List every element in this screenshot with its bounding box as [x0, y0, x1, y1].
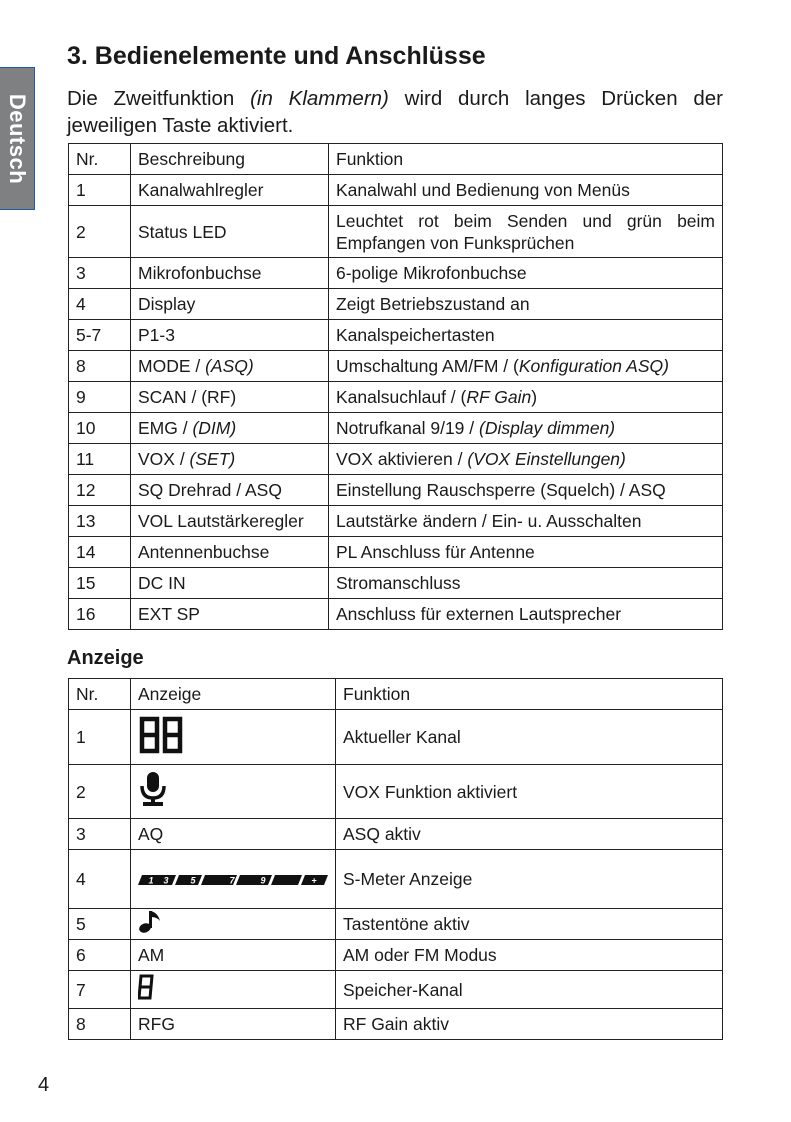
microphone-icon	[138, 771, 168, 812]
nr-cell: 11	[69, 444, 131, 475]
func-cell: Leuchtet rot beim Senden und grün beim Empfangen von Funksprüchen	[329, 206, 723, 258]
side-tab-label: Deutsch	[5, 93, 31, 184]
table-row	[69, 765, 723, 819]
s-meter-label: 7	[229, 875, 235, 886]
desc-cell: DC IN	[131, 568, 329, 599]
indicator-cell	[131, 909, 336, 940]
desc-secondary-text: (SET)	[189, 449, 236, 469]
table-row	[69, 258, 723, 289]
single-digit-segment-icon	[138, 974, 156, 1005]
func-secondary-text: (VOX Einstellungen)	[467, 449, 626, 469]
intro-text-after: wird durch langes Drücken der jeweiligen Taste aktiviert.	[67, 87, 723, 137]
display-heading: Anzeige	[67, 647, 144, 669]
func-cell: PL Anschluss für Antenne	[329, 537, 723, 568]
desc-text: VOX /	[138, 449, 190, 469]
nr-cell: 8	[69, 351, 131, 382]
header-cell: Funktion	[329, 144, 723, 175]
func-cell	[329, 382, 723, 413]
desc-cell: Mikrofonbuchse	[131, 258, 329, 289]
desc-cell	[131, 413, 329, 444]
func-cell	[329, 351, 723, 382]
table-header-row	[69, 144, 723, 175]
table-row	[69, 819, 723, 850]
nr-cell: 1	[69, 710, 131, 765]
table-row	[69, 289, 723, 320]
func-text: VOX aktivieren /	[336, 449, 468, 469]
nr-cell: 4	[69, 289, 131, 320]
section-title: 3. Bedienelemente und Anschlüsse	[67, 42, 486, 70]
func-secondary-text: (Display dimmen)	[479, 418, 616, 438]
nr-cell: 8	[69, 1009, 131, 1040]
desc-cell: SCAN / (RF)	[131, 382, 329, 413]
nr-cell: 14	[69, 537, 131, 568]
nr-cell: 5	[69, 909, 131, 940]
func-text-after: )	[531, 387, 538, 407]
music-note-icon	[138, 910, 164, 939]
nr-cell: 12	[69, 475, 131, 506]
nr-cell: 15	[69, 568, 131, 599]
table-row	[69, 599, 723, 630]
indicator-cell: AM	[131, 940, 336, 971]
desc-cell: Antennenbuchse	[131, 537, 329, 568]
intro-text-before: Die Zweitfunktion	[67, 87, 251, 110]
desc-cell: EXT SP	[131, 599, 329, 630]
func-cell: Einstellung Rauschsperre (Squelch) / ASQ	[329, 475, 723, 506]
desc-text: MODE /	[138, 356, 206, 376]
indicator-cell	[131, 710, 336, 765]
s-meter-label: 9	[260, 875, 266, 886]
func-cell: Speicher-Kanal	[336, 971, 723, 1009]
nr-cell: 3	[69, 819, 131, 850]
nr-cell: 3	[69, 258, 131, 289]
indicator-cell	[131, 971, 336, 1009]
table-row	[69, 506, 723, 537]
table-row	[69, 444, 723, 475]
table-row	[69, 710, 723, 765]
page-number: 4	[38, 1074, 50, 1096]
nr-cell: 4	[69, 850, 131, 909]
desc-cell: SQ Drehrad / ASQ	[131, 475, 329, 506]
table-row	[69, 206, 723, 258]
table-row	[69, 940, 723, 971]
func-secondary-text: RF Gain	[466, 387, 532, 407]
desc-cell: VOL Lautstärkeregler	[131, 506, 329, 537]
nr-cell: 1	[69, 175, 131, 206]
func-cell: VOX Funktion aktiviert	[336, 765, 723, 819]
header-cell: Beschreibung	[131, 144, 329, 175]
nr-cell: 7	[69, 971, 131, 1009]
desc-cell: Display	[131, 289, 329, 320]
table-row	[69, 537, 723, 568]
nr-cell: 10	[69, 413, 131, 444]
nr-cell: 13	[69, 506, 131, 537]
func-text: Notrufkanal 9/19 /	[336, 418, 479, 438]
desc-cell	[131, 351, 329, 382]
indicator-cell	[131, 850, 336, 909]
table-row	[69, 475, 723, 506]
func-cell	[329, 444, 723, 475]
func-cell: Zeigt Betriebszustand an	[329, 289, 723, 320]
desc-cell: Kanalwahlregler	[131, 175, 329, 206]
language-side-tab	[0, 67, 35, 210]
func-cell: Kanalwahl und Bedienung von Menüs	[329, 175, 723, 206]
s-meter-label: 3	[163, 875, 169, 886]
nr-cell: 5-7	[69, 320, 131, 351]
table-row	[69, 909, 723, 940]
intro-text-italic: (in Klammern)	[250, 87, 389, 110]
header-cell: Nr.	[69, 144, 131, 175]
nr-cell: 2	[69, 206, 131, 258]
s-meter-label: +	[311, 875, 317, 886]
func-text: Kanalsuchlauf / (	[336, 387, 467, 407]
nr-cell: 9	[69, 382, 131, 413]
table-row	[69, 1009, 723, 1040]
display-table	[68, 678, 723, 1040]
nr-cell: 6	[69, 940, 131, 971]
intro-paragraph	[67, 85, 723, 139]
func-cell: Tastentöne aktiv	[336, 909, 723, 940]
table-row	[69, 351, 723, 382]
table-row	[69, 568, 723, 599]
func-cell: S-Meter Anzeige	[336, 850, 723, 909]
func-cell: Aktueller Kanal	[336, 710, 723, 765]
desc-cell: Status LED	[131, 206, 329, 258]
func-cell: AM oder FM Modus	[336, 940, 723, 971]
desc-secondary-text: (DIM)	[192, 418, 237, 438]
func-cell: RF Gain aktiv	[336, 1009, 723, 1040]
table-row	[69, 382, 723, 413]
func-cell: ASQ aktiv	[336, 819, 723, 850]
func-text: Umschaltung AM/FM / (	[336, 356, 519, 376]
table-row	[69, 413, 723, 444]
desc-cell	[131, 444, 329, 475]
table-header-row	[69, 679, 723, 710]
desc-text: EMG /	[138, 418, 193, 438]
desc-cell: P1-3	[131, 320, 329, 351]
s-meter-icon	[138, 869, 328, 891]
desc-secondary-text: (ASQ)	[205, 356, 254, 376]
func-cell	[329, 413, 723, 444]
indicator-cell: RFG	[131, 1009, 336, 1040]
two-digit-segment-icon	[138, 716, 186, 759]
header-cell: Anzeige	[131, 679, 336, 710]
nr-cell: 16	[69, 599, 131, 630]
func-secondary-text: Konfiguration ASQ)	[518, 356, 669, 376]
func-cell: 6-polige Mikrofonbuchse	[329, 258, 723, 289]
table-row	[69, 175, 723, 206]
indicator-cell	[131, 765, 336, 819]
func-cell: Stromanschluss	[329, 568, 723, 599]
func-cell: Anschluss für externen Lautsprecher	[329, 599, 723, 630]
table-row	[69, 320, 723, 351]
table-row	[69, 971, 723, 1009]
indicator-cell: AQ	[131, 819, 336, 850]
s-meter-label: 1	[148, 875, 154, 886]
table-row	[69, 850, 723, 909]
func-cell: Lautstärke ändern / Ein- u. Ausschalten	[329, 506, 723, 537]
header-cell: Nr.	[69, 679, 131, 710]
controls-table	[68, 143, 723, 630]
nr-cell: 2	[69, 765, 131, 819]
func-cell: Kanalspeichertasten	[329, 320, 723, 351]
s-meter-label: 5	[190, 875, 196, 886]
header-cell: Funktion	[336, 679, 723, 710]
